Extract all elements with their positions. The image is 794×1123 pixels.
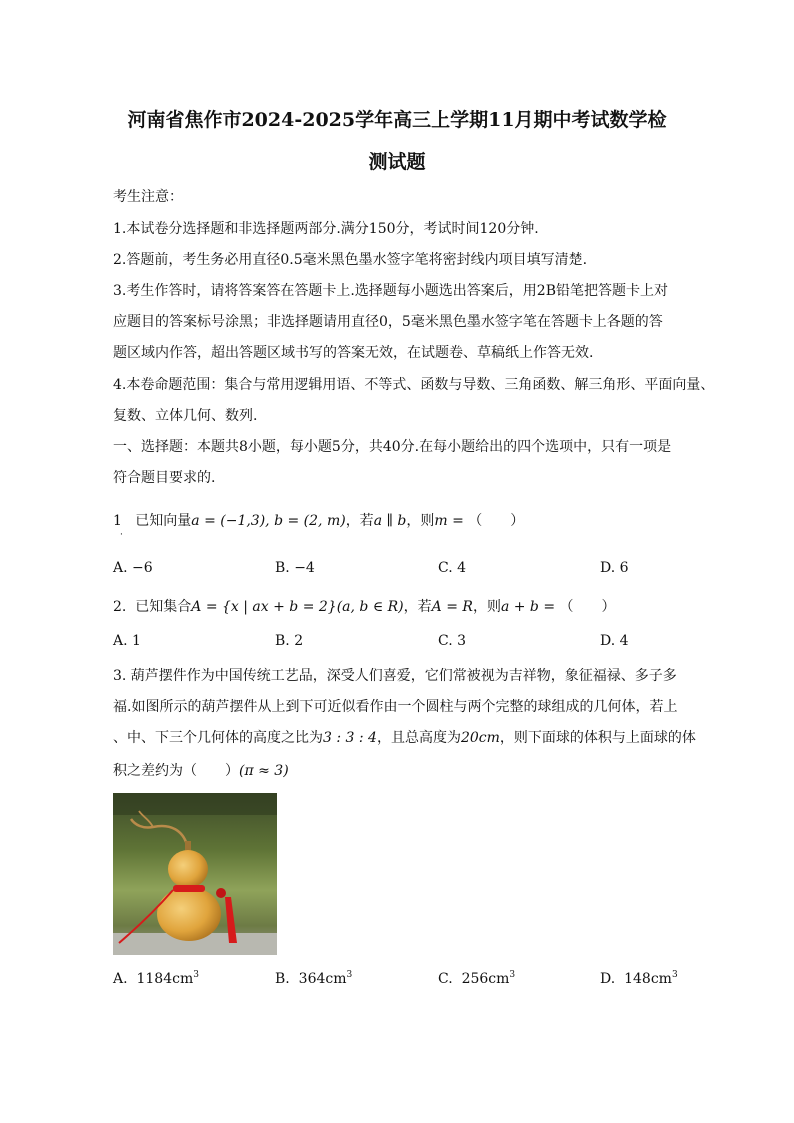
question-3-option-a bbox=[113, 970, 199, 987]
set-expression: A = {x | ax + b = 2}(a, b ∈ R) bbox=[191, 599, 404, 615]
option-a-exponent: 3 bbox=[193, 970, 199, 980]
question-2-option-b: B. 2 bbox=[275, 633, 304, 649]
photo-dark-top bbox=[113, 793, 277, 815]
gourd-lower-bulb bbox=[157, 887, 221, 941]
option-b-label: B. bbox=[275, 971, 290, 987]
question-3-line2: 福.如图所示的葫芦摆件从上到下可近似看作由一个圆柱与两个完整的球组成的几何体，若上 bbox=[113, 699, 678, 715]
notice-item-1: 1.本试卷分选择题和非选择题两部分.满分150分，考试时间120分钟. bbox=[113, 221, 539, 237]
vector-a-expression: a = (−1,3), bbox=[191, 513, 275, 529]
question-3-option-b bbox=[275, 970, 352, 987]
question-2-text-a: 已知集合 bbox=[135, 599, 192, 615]
notice-item-3-line1: 3.考生作答时，请将答案答在答题卡上.选择题每小题选出答案后，用2B铅笔把答题卡上对 bbox=[113, 283, 669, 299]
question-3-line4-text: 积之差约为（ ） bbox=[113, 763, 239, 779]
question-3-line3-text-c: ，则下面球的体积与上面球的体 bbox=[499, 730, 696, 746]
document-title-line2: 测试题 bbox=[368, 151, 426, 173]
gourd-illustration bbox=[113, 793, 277, 955]
vector-b-expression: b = (2, m) bbox=[274, 513, 346, 529]
notice-item-3-line2: 应题目的答案标号涂黑；非选择题请用直径0，5毫米黑色墨水签字笔在答题卡上各题的答 bbox=[113, 314, 663, 330]
question-1-number: 1 bbox=[113, 513, 122, 529]
question-1-text-c: ，则 bbox=[406, 513, 435, 529]
height-ratio: 3 : 3 : 4 bbox=[323, 730, 377, 746]
pi-approximation: (π ≈ 3) bbox=[239, 763, 289, 779]
option-c-exponent: 3 bbox=[509, 970, 516, 980]
option-a-label: A. bbox=[113, 971, 128, 987]
question-2-number: 2. bbox=[113, 599, 127, 615]
document-title-line1: 河南省焦作市2024-2025学年高三上学期11月期中考试数学检 bbox=[127, 109, 667, 131]
question-2-text-c: ，则 bbox=[472, 599, 501, 615]
option-d-value: 148cm bbox=[624, 971, 672, 987]
parallel-a: a bbox=[373, 513, 383, 529]
option-b-value: 364cm bbox=[298, 971, 347, 987]
question-1-text-a: 已知向量 bbox=[135, 513, 192, 529]
section-heading-line1: 一、选择题：本题共8小题，每小题5分，共40分.在每小题给出的四个选项中，只有一项是 bbox=[113, 439, 672, 455]
question-3-option-d bbox=[600, 970, 678, 987]
parallel-b: b bbox=[397, 513, 407, 529]
question-3-line4 bbox=[113, 760, 289, 780]
parallel-symbol: ∥ bbox=[382, 513, 398, 529]
notice-heading: 考生注意： bbox=[113, 189, 183, 205]
question-3-line3 bbox=[113, 727, 696, 747]
question-1-option-a: A. −6 bbox=[113, 560, 153, 576]
question-3-line3-text-b: ，且总高度为 bbox=[376, 730, 461, 746]
question-3-option-c bbox=[438, 970, 515, 987]
question-1-stem bbox=[113, 510, 524, 530]
m-expression: m = bbox=[434, 513, 469, 529]
option-b-exponent: 3 bbox=[346, 970, 353, 980]
question-1-option-c: C. 4 bbox=[438, 560, 467, 576]
question-2-text-b: ，若 bbox=[403, 599, 432, 615]
question-2-option-c: C. 3 bbox=[438, 633, 467, 649]
question-3-line3-text-a: 、中、下三个几何体的高度之比为 bbox=[113, 730, 323, 746]
question-2-option-d: D. 4 bbox=[600, 633, 629, 649]
question-1-blank: （ ） bbox=[468, 513, 525, 529]
option-a-value: 1184cm bbox=[136, 971, 194, 987]
notice-item-4-line1: 4.本卷命题范围：集合与常用逻辑用语、不等式、函数与导数、三角函数、解三角形、平面向量、 bbox=[113, 377, 715, 393]
question-1-option-b: B. −4 bbox=[275, 560, 315, 576]
notice-item-4-line2: 复数、立体几何、数列. bbox=[113, 408, 258, 424]
knot bbox=[216, 888, 226, 898]
option-c-label: C. bbox=[438, 971, 453, 987]
option-c-value: 256cm bbox=[461, 971, 510, 987]
question-1-text-b: ，若 bbox=[345, 513, 374, 529]
question-1-option-d: D. 6 bbox=[600, 560, 629, 576]
question-3-line1: 3. 葫芦摆件作为中国传统工艺品，深受人们喜爱，它们常被视为吉祥物，象征福禄、多子多 bbox=[113, 668, 677, 684]
question-2-stem bbox=[113, 596, 616, 616]
option-d-label: D. bbox=[600, 971, 616, 987]
notice-item-3-line3: 题区域内作答，超出答题区域书写的答案无效，在试题卷、草稿纸上作答无效. bbox=[113, 345, 594, 361]
stray-dot: · bbox=[120, 530, 123, 540]
question-2-option-a: A. 1 bbox=[113, 633, 141, 649]
gourd-photo bbox=[113, 793, 277, 955]
set-condition: A = R bbox=[431, 599, 473, 615]
sum-expression: a + b = bbox=[500, 599, 560, 615]
notice-item-2: 2.答题前，考生务必用直径0.5毫米黑色墨水签字笔将密封线内项目填写清楚. bbox=[113, 252, 588, 268]
gourd-upper-bulb bbox=[168, 850, 208, 888]
option-d-exponent: 3 bbox=[671, 970, 678, 980]
total-height: 20cm bbox=[460, 730, 500, 746]
section-heading-line2: 符合题目要求的. bbox=[113, 470, 216, 486]
question-2-blank: （ ） bbox=[559, 599, 616, 615]
red-cord bbox=[173, 885, 205, 892]
